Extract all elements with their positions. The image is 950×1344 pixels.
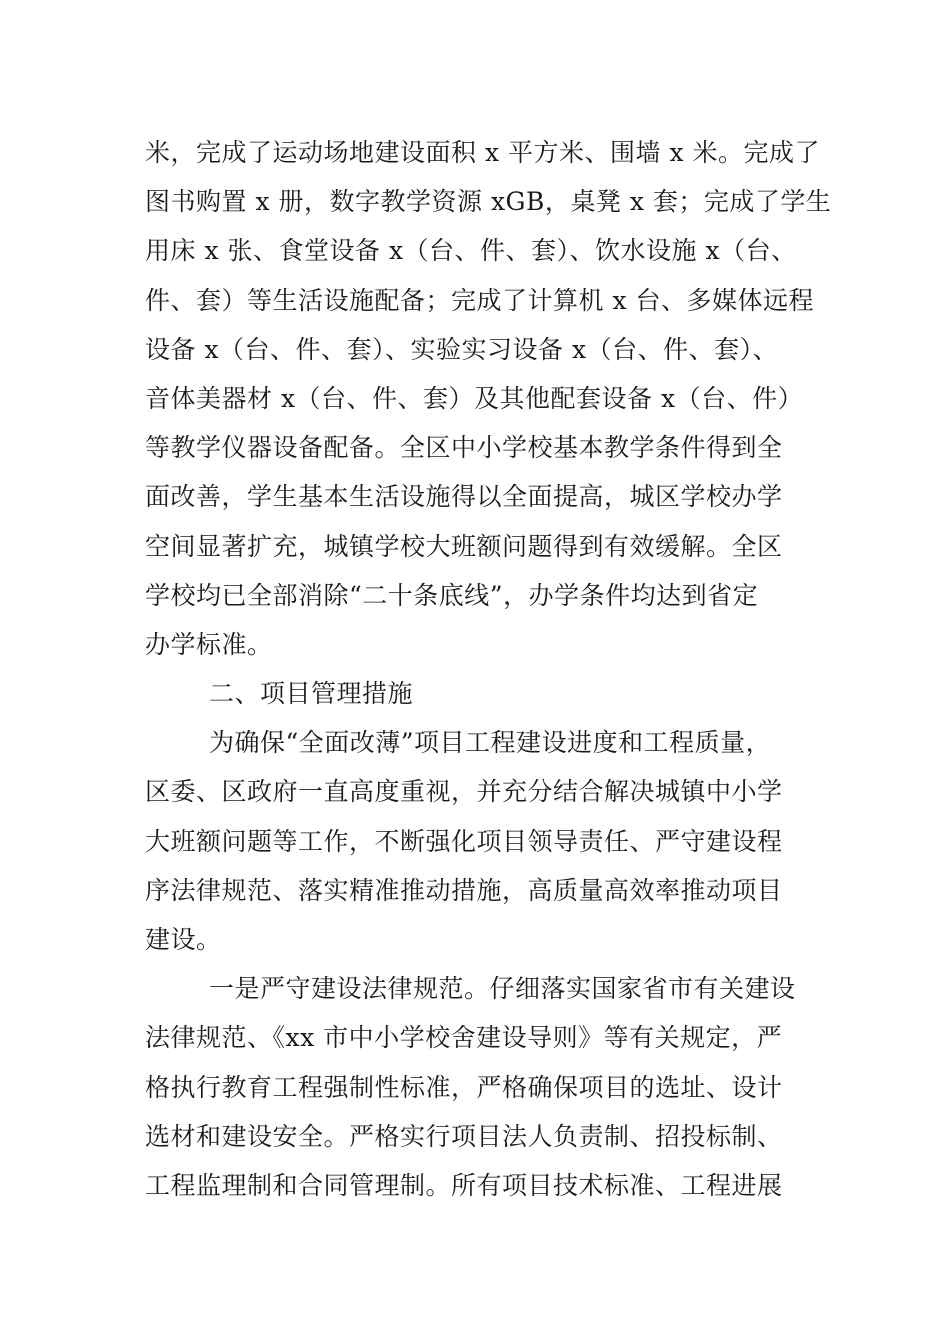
text-line: 设备 x（台、件、套）、实验实习设备 x（台、件、套）、 (145, 334, 779, 364)
text-line: 用床 x 张、食堂设备 x（台、件、套）、饮水设施 x（台、 (145, 236, 797, 266)
text-line: 序法律规范、落实精准推动措施，高质量高效率推动项目 (145, 875, 783, 905)
text-line: 学校均已全部消除“二十条底线”，办学条件均达到省定 (145, 580, 759, 610)
paragraph-start-line: 一是严守建设法律规范。仔细落实国家省市有关建设 (209, 974, 796, 1004)
text-line: 大班额问题等工作，不断强化项目领导责任、严守建设程 (145, 826, 783, 856)
text-line: 米，完成了运动场地建设面积 x 平方米、围墙 x 米。完成了 (145, 138, 820, 167)
text-line: 办学标准。 (145, 629, 273, 659)
text-line: 图书购置 x 册，数字教学资源 xGB，桌凳 x 套；完成了学生 (145, 187, 832, 217)
text-line: 区委、区政府一直高度重视，并充分结合解决城镇中小学 (145, 777, 783, 807)
text-line: 件、套）等生活设施配备；完成了计算机 x 台、多媒体远程 (145, 285, 814, 315)
text-line: 音体美器材 x（台、件、套）及其他配套设备 x（台、件） (145, 383, 804, 413)
body-text (145, 128, 832, 1210)
text-line: 等教学仪器设备配备。全区中小学校基本教学条件得到全 (145, 433, 783, 463)
text-line: 建设。 (145, 925, 222, 954)
text-line: 法律规范、《xx 市中小学校舍建设导则》等有关规定，严 (145, 1023, 783, 1053)
paragraph-start-line: 为确保“全面改薄”项目工程建设进度和工程质量， (209, 728, 772, 758)
text-line: 面改善，学生基本生活设施得以全面提高，城区学校办学 (145, 482, 783, 512)
text-line: 选材和建设安全。严格实行项目法人负责制、招投标制、 (145, 1121, 783, 1151)
section-heading: 二、项目管理措施 (209, 679, 414, 709)
text-line: 空间显著扩充，城镇学校大班额问题得到有效缓解。全区 (145, 531, 783, 561)
text-line: 格执行教育工程强制性标准，严格确保项目的选址、设计 (145, 1072, 783, 1102)
text-line: 工程监理制和合同管理制。所有项目技术标准、工程进展 (145, 1170, 783, 1200)
